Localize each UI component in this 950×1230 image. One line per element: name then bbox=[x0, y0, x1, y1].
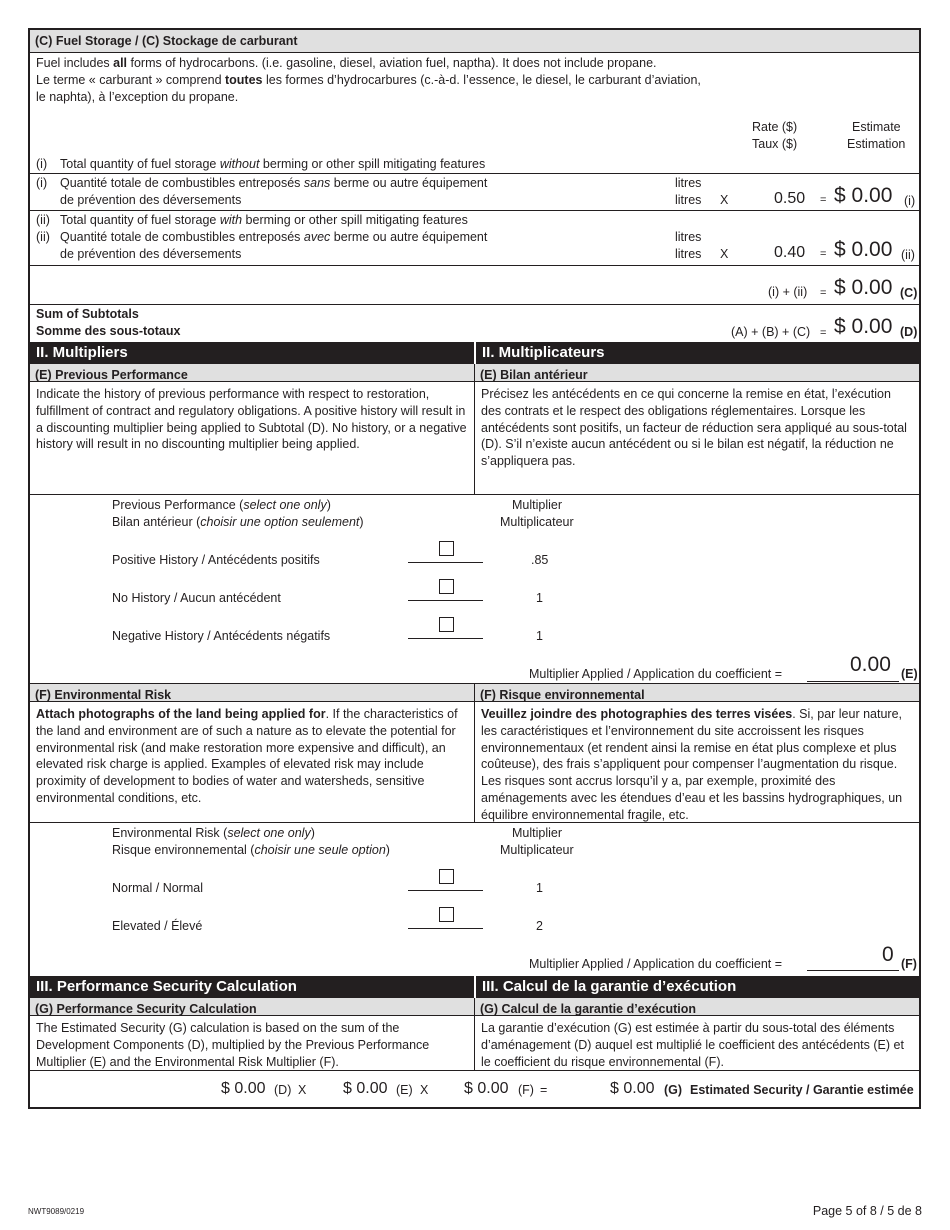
e-option-negative-checkbox[interactable] bbox=[439, 617, 454, 632]
previous-performance-header-row bbox=[30, 364, 919, 382]
rate-label-fr: Taux ($) bbox=[752, 137, 798, 151]
fuel-subtotal-suffix: (C) bbox=[900, 286, 918, 300]
security-f-tag: (F) bbox=[518, 1083, 534, 1097]
f-option-elevated-value: 2 bbox=[536, 919, 543, 933]
security-d-tag: (D) bbox=[274, 1083, 292, 1097]
item-i-tag-en: (i) bbox=[36, 157, 48, 171]
e-option-positive-label: Positive History / Antécédents positifs bbox=[112, 553, 320, 567]
item-i-en-b: without bbox=[219, 157, 260, 171]
item-i-fr-a: Quantité totale de combustibles entreposés bbox=[60, 176, 304, 190]
env-risk-header-fr: (F) Risque environnemental bbox=[475, 684, 919, 702]
previous-performance-desc-fr: Précisez les antécédents en ce qui concerne la remise en état, l’exécution des contrats et le respect des obligations réglementaires. Lorsque les antécédents sont positifs, un facteur de réduction sera appliqué au sous-total (D). S’il n’existe aucun antécédent ou si le bilan est négatif, la réduction ne s’appliquera pas. bbox=[481, 387, 907, 469]
item-ii-en-c: berming or other spill mitigating features bbox=[242, 213, 468, 227]
security-d-value: $ 0.00 bbox=[221, 1080, 266, 1097]
item-ii-desc-fr-line2: de prévention des déversements bbox=[60, 247, 242, 261]
form-page bbox=[28, 28, 921, 1109]
e-option-negative-label: Negative History / Antécédents négatifs bbox=[112, 629, 331, 643]
fuel-intro-fr-b: toutes bbox=[225, 73, 263, 87]
f-multiplier-label-en: Multiplier bbox=[512, 826, 563, 840]
fuel-subtotal-value: $ 0.00 bbox=[834, 276, 893, 299]
fuel-intro-fr-c: les formes d’hydrocarbures (c.-à-d. l’essence, le diesel, le carburant d’aviation, bbox=[262, 73, 701, 87]
security-header-row bbox=[30, 998, 919, 1016]
e-multiplier-label-en: Multiplier bbox=[512, 498, 563, 512]
f-option-normal-line bbox=[408, 890, 483, 891]
fuel-intro-en-b: all bbox=[113, 56, 128, 70]
env-risk-header-row bbox=[30, 684, 919, 702]
e-applied-label: Multiplier Applied / Application du coefficient = bbox=[529, 667, 783, 681]
env-risk-desc-row bbox=[30, 702, 919, 823]
item-ii-desc-en bbox=[60, 213, 468, 227]
item-ii-tag-en: (ii) bbox=[36, 213, 50, 227]
e-option-positive-checkbox[interactable] bbox=[439, 541, 454, 556]
item-i-suffix: (i) bbox=[904, 194, 916, 208]
f-option-elevated-checkbox[interactable] bbox=[439, 907, 454, 922]
f-select-en-a: Environmental Risk ( bbox=[112, 826, 228, 840]
e-applied-line bbox=[807, 681, 899, 682]
f-applied-suffix: (F) bbox=[901, 957, 917, 971]
previous-performance-desc-en: Indicate the history of previous performance with respect to restoration, fulfillment of contract and regulatory obligations. A positive history will result in a discounting multiplier being applied to Subtotal (D). No history, or a negative history will result in no discounting multiplier being applied. bbox=[30, 382, 475, 494]
env-risk-desc-fr bbox=[475, 702, 919, 822]
security-e-value: $ 0.00 bbox=[343, 1080, 388, 1097]
item-ii-value: $ 0.00 bbox=[834, 238, 893, 261]
fuel-item-i-row bbox=[30, 174, 919, 211]
item-ii-en-a: Total quantity of fuel storage bbox=[60, 213, 220, 227]
item-i-desc-en bbox=[60, 157, 485, 171]
item-i-times: X bbox=[720, 193, 729, 207]
item-ii-fr-c: berme ou autre équipement bbox=[330, 230, 488, 244]
f-select-en-c: ) bbox=[310, 826, 315, 840]
previous-performance-options bbox=[30, 495, 919, 684]
security-g-value: $ 0.00 bbox=[610, 1080, 655, 1097]
f-option-normal-label: Normal / Normal bbox=[112, 881, 203, 895]
form-code: NWT9089/0219 bbox=[28, 1207, 85, 1216]
fuel-item-ii-row bbox=[30, 211, 919, 266]
e-select-fr bbox=[112, 515, 364, 529]
sum-of-subtotals-row bbox=[30, 305, 919, 342]
env-risk-desc-en-text: . If the characteristics of the land and environment are of such a nature as to elevate the potential for environmental risk (and make restoration more expensive and difficult), an elevated risk charge is applied. Examples of elevated risk may include proximity of development to bodies of water and watersheds, sensitive environmental conditions, etc. bbox=[36, 707, 458, 805]
f-option-elevated-line bbox=[408, 928, 483, 929]
security-header-en: (G) Performance Security Calculation bbox=[30, 998, 475, 1016]
item-ii-litres-fr: litres bbox=[675, 247, 702, 261]
f-select-fr-b: choisir une seule option bbox=[254, 843, 386, 857]
security-title-en: III. Performance Security Calculation bbox=[30, 976, 474, 998]
f-option-normal-value: 1 bbox=[536, 881, 543, 895]
e-select-fr-b: choisir une option seulement bbox=[200, 515, 360, 529]
rate-label-en: Rate ($) bbox=[752, 120, 798, 134]
security-equals: = bbox=[540, 1083, 548, 1097]
previous-performance-header-en: (E) Previous Performance bbox=[30, 364, 475, 382]
security-header-fr: (G) Calcul de la garantie d’exécution bbox=[475, 998, 919, 1016]
item-ii-litres-en: litres bbox=[675, 230, 702, 244]
security-times-1: X bbox=[298, 1083, 307, 1097]
e-select-en-a: Previous Performance ( bbox=[112, 498, 244, 512]
item-i-fr-b: sans bbox=[303, 176, 331, 190]
multipliers-title-row bbox=[30, 342, 919, 364]
env-risk-desc-fr-text: . Si, par leur nature, les caractéristiques et l’environnement du site accroissent les risques environnementaux (et rendent ainsi la remise en état plus complexe et plus coûteuse), des frais s’appliquent pour compenser l’augmentation du risque. Les risques sont accrus lorsqu’il y a, par exemple, proximité des aménagements avec les étendues d’eau et les bassins hydrographiques, un équilibre environnemental fragile, etc. bbox=[481, 707, 903, 822]
e-select-fr-a: Bilan antérieur ( bbox=[112, 515, 201, 529]
security-desc-en: The Estimated Security (G) calculation is based on the sum of the Development Components (D), multiplied by the Previous Performance Multiplier (E) and the Environmental Risk Multiplier (F). bbox=[30, 1016, 475, 1070]
f-option-elevated-label: Elevated / Élevé bbox=[112, 919, 203, 933]
security-e-tag: (E) bbox=[396, 1083, 413, 1097]
fuel-intro-en-c: forms of hydrocarbons. (i.e. gasoline, diesel, aviation fuel, naptha). It does not include propane. bbox=[127, 56, 657, 70]
env-risk-options bbox=[30, 823, 919, 976]
multipliers-title-fr: II. Multiplicateurs bbox=[474, 342, 919, 364]
multipliers-title-en: II. Multipliers bbox=[30, 342, 474, 364]
item-i-en-c: berming or other spill mitigating features bbox=[259, 157, 486, 171]
item-i-litres-en: litres bbox=[675, 176, 702, 190]
item-i-fr-c: berme ou autre équipement bbox=[330, 176, 488, 190]
e-select-en bbox=[112, 498, 331, 512]
item-i-tag-fr: (i) bbox=[36, 176, 48, 190]
env-risk-desc-en bbox=[30, 702, 475, 822]
fuel-intro-en bbox=[36, 56, 657, 70]
sum-suffix: (D) bbox=[900, 325, 918, 339]
item-i-rate: 0.50 bbox=[774, 190, 806, 207]
item-i-value: $ 0.00 bbox=[834, 184, 893, 207]
f-applied-line bbox=[807, 970, 899, 971]
f-applied-label: Multiplier Applied / Application du coefficient = bbox=[529, 957, 783, 971]
e-option-negative-value: 1 bbox=[536, 629, 543, 643]
item-ii-times: X bbox=[720, 247, 729, 261]
sum-equals: = bbox=[820, 327, 827, 339]
item-i-litres-fr: litres bbox=[675, 193, 702, 207]
e-option-positive-value: .85 bbox=[531, 553, 549, 567]
e-option-none-label: No History / Aucun antécédent bbox=[112, 591, 281, 605]
f-select-en-b: select one only bbox=[227, 826, 311, 840]
security-formula-row bbox=[30, 1071, 919, 1107]
sum-formula: (A) + (B) + (C) bbox=[731, 325, 811, 339]
page-number: Page 5 of 8 / 5 de 8 bbox=[812, 1204, 922, 1218]
security-times-2: X bbox=[420, 1083, 429, 1097]
e-option-negative-line bbox=[408, 638, 483, 639]
e-select-en-b: select one only bbox=[243, 498, 327, 512]
item-ii-equals: = bbox=[820, 248, 827, 260]
e-option-none-checkbox[interactable] bbox=[439, 579, 454, 594]
security-f-value: $ 0.00 bbox=[464, 1080, 509, 1097]
item-ii-suffix: (ii) bbox=[901, 248, 915, 262]
item-ii-tag-fr: (ii) bbox=[36, 230, 50, 244]
item-ii-desc-fr bbox=[60, 230, 487, 244]
fuel-storage-header: (C) Fuel Storage / (C) Stockage de carburant bbox=[30, 30, 919, 53]
security-title-row bbox=[30, 976, 919, 998]
fuel-subtotal-formula: (i) + (ii) bbox=[768, 285, 808, 299]
e-select-fr-c: ) bbox=[359, 515, 364, 529]
e-applied-value[interactable]: 0.00 bbox=[850, 653, 891, 676]
sum-label-en: Sum of Subtotals bbox=[36, 307, 139, 321]
e-option-none-value: 1 bbox=[536, 591, 543, 605]
item-ii-fr-a: Quantité totale de combustibles entreposés bbox=[60, 230, 304, 244]
e-multiplier-label-fr: Multiplicateur bbox=[500, 515, 574, 529]
f-applied-value[interactable]: 0 bbox=[882, 943, 894, 966]
sum-label-fr: Somme des sous-totaux bbox=[36, 324, 181, 338]
item-ii-rate: 0.40 bbox=[774, 244, 806, 261]
item-ii-en-b: with bbox=[219, 213, 243, 227]
sum-value: $ 0.00 bbox=[834, 315, 893, 338]
security-title-fr: III. Calcul de la garantie d’exécution bbox=[474, 976, 919, 998]
f-select-fr bbox=[112, 843, 390, 857]
security-desc-row bbox=[30, 1016, 919, 1071]
e-option-none-line bbox=[408, 600, 483, 601]
e-applied-suffix: (E) bbox=[901, 667, 918, 681]
item-ii-fr-b: avec bbox=[303, 230, 331, 244]
env-risk-header-en: (F) Environmental Risk bbox=[30, 684, 475, 702]
fuel-intro-fr-line2: le naphta), à l’exception du propane. bbox=[36, 90, 239, 104]
fuel-subtotal-equals: = bbox=[820, 287, 827, 299]
previous-performance-header-fr: (E) Bilan antérieur bbox=[475, 364, 919, 382]
e-select-en-c: ) bbox=[326, 498, 331, 512]
env-risk-desc-en-bold: Attach photographs of the land being applied for bbox=[36, 707, 326, 721]
security-g-tag: (G) bbox=[664, 1083, 683, 1097]
f-option-normal-checkbox[interactable] bbox=[439, 869, 454, 884]
fuel-intro-section bbox=[30, 53, 919, 174]
f-select-fr-c: ) bbox=[385, 843, 390, 857]
fuel-intro-en-a: Fuel includes bbox=[36, 56, 114, 70]
fuel-subtotal-row bbox=[30, 266, 919, 305]
e-option-positive-line bbox=[408, 562, 483, 563]
item-i-desc-fr bbox=[60, 176, 487, 190]
f-multiplier-label-fr: Multiplicateur bbox=[500, 843, 574, 857]
f-select-en bbox=[112, 826, 315, 840]
item-i-equals: = bbox=[820, 194, 827, 206]
estimate-label-fr: Estimation bbox=[847, 137, 906, 151]
security-g-label: Estimated Security / Garantie estimée bbox=[690, 1083, 914, 1097]
security-desc-fr: La garantie d’exécution (G) est estimée à partir du sous-total des éléments d’aménagement (D) auquel est multiplié le coefficient des antécédents (E) et le coefficient du risque environnemental (F). bbox=[481, 1021, 904, 1069]
previous-performance-desc-row bbox=[30, 382, 919, 495]
env-risk-desc-fr-bold: Veuillez joindre des photographies des terres visées bbox=[481, 707, 793, 721]
fuel-intro-fr-a: Le terme « carburant » comprend bbox=[36, 73, 225, 87]
item-i-en-a: Total quantity of fuel storage bbox=[60, 157, 220, 171]
f-select-fr-a: Risque environnemental ( bbox=[112, 843, 255, 857]
item-i-desc-fr-line2: de prévention des déversements bbox=[60, 193, 242, 207]
estimate-label-en: Estimate bbox=[852, 120, 901, 134]
fuel-intro-fr bbox=[36, 73, 701, 87]
